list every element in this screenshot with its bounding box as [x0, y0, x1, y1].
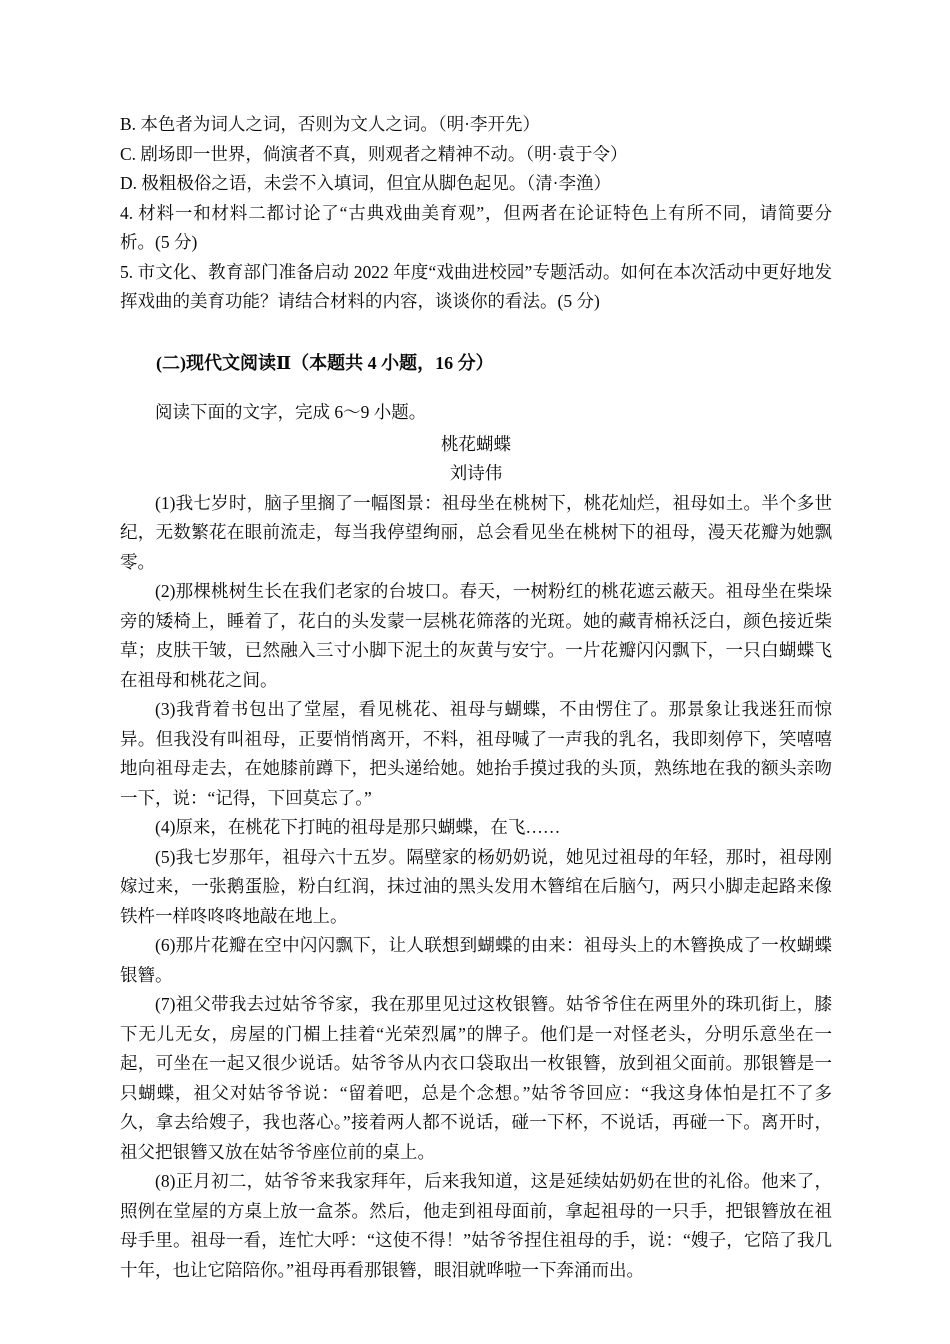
passage-author: 刘诗伟	[449, 463, 503, 483]
choice-option-c: C. 剧场即一世界，倘演者不真，则观者之精神不动。（明·袁于令）	[120, 143, 628, 164]
passage-title: 桃花蝴蝶	[441, 433, 511, 454]
choice-option-d: D. 极粗极俗之语，未尝不入填词，但宜从脚色起见。（清·李渔）	[120, 173, 611, 193]
passage-paragraph-3: (3)我背着书包出了堂屋，看见桃花、祖母与蝴蝶，不由愣住了。那景象让我迷狂而惊异。但我没有叫祖母，正要悄悄离开，不料，祖母喊了一声我的乳名，我即刻停下，笑嘻嘻地向祖母走去，在她膝前蹲下，把头递给她。她抬手摸过我的头顶，熟练地在我的额头亲吻一下，说：“记得，下回莫忘了。”	[120, 699, 832, 808]
reading-instruction: 阅读下面的文字，完成 6～9 小题。	[155, 402, 427, 422]
passage-paragraph-6: (6)那片花瓣在空中闪闪飘下，让人联想到蝴蝶的由来：祖母头上的木簪换成了一枚蝴蝶银簪。	[120, 935, 832, 985]
passage-paragraph-2: (2)那棵桃树生长在我们老家的台坡口。春天，一树粉红的桃花遮云蔽天。祖母坐在柴垛旁的矮椅上，睡着了，花白的头发蒙一层桃花筛落的光斑。她的藏青棉袄泛白，颜色接近柴草；皮肤干皱，已然融入三寸小脚下泥土的灰黄与安宁。一片花瓣闪闪飘下，一只白蝴蝶飞在祖母和桃花之间。	[120, 581, 832, 690]
choice-option-b: B. 本色者为词人之词，否则为文人之词。（明·李开先）	[120, 114, 540, 134]
section-heading: (二)现代文阅读Ⅱ（本题共 4 小题，16 分）	[156, 352, 494, 373]
passage-paragraph-4: (4)原来，在桃花下打盹的祖母是那只蝴蝶，在飞……	[155, 817, 561, 837]
question-4: 4. 材料一和材料二都讨论了“古典戏曲美育观”，但两者在论证特色上有所不同，请简要分析。(5 分)	[120, 202, 832, 252]
passage-paragraph-1: (1)我七岁时，脑子里搁了一幅图景：祖母坐在桃树下，桃花灿烂，祖母如土。半个多世纪，无数繁花在眼前流走，每当我停望绚丽，总会看见坐在桃树下的祖母，漫天花瓣为她飘零。	[120, 492, 832, 572]
questions-section	[120, 110, 832, 317]
modern-reading-section	[120, 349, 832, 1286]
question-5: 5. 市文化、教育部门准备启动 2022 年度“戏曲进校园”专题活动。如何在本次活动中更好地发挥戏曲的美育功能？请结合材料的内容，谈谈你的看法。(5 分)	[120, 261, 832, 311]
passage-paragraph-8: (8)正月初二，姑爷爷来我家拜年，后来我知道，这是延续姑奶奶在世的礼俗。他来了，照例在堂屋的方桌上放一盒茶。然后，他走到祖母面前，拿起祖母的一只手，把银簪放在祖母手里。祖母一看，连忙大呼：“这使不得！”姑爷爷捏住祖母的手，说：“嫂子，它陪了我几十年，也让它陪陪你。”祖母再看那银簪，眼泪就哗啦一下奔涌而出。	[120, 1171, 832, 1280]
passage-paragraph-5: (5)我七岁那年，祖母六十五岁。隔壁家的杨奶奶说，她见过祖母的年轻，那时，祖母刚嫁过来，一张鹅蛋脸，粉白红润，抹过油的黑头发用木簪绾在后脑勺，两只小脚走起路来像铁杵一样咚咚咚地敲在地上。	[120, 846, 832, 926]
passage-paragraph-7: (7)祖父带我去过姑爷爷家，我在那里见过这枚银簪。姑爷爷住在两里外的珠玑街上，膝下无儿无女，房屋的门楣上挂着“光荣烈属”的牌子。他们是一对怪老头，分明乐意坐在一起，可坐在一起又很少说话。姑爷爷从内衣口袋取出一枚银簪，放到祖父面前。那银簪是一只蝴蝶，祖父对姑爷爷说：“留着吧，总是个念想。”姑爷爷回应：“我这身体怕是扛不了多久，拿去给嫂子，我也落心。”接着两人都不说话，碰一下杯，不说话，再碰一下。离开时，祖父把银簪又放在姑爷爷座位前的桌上。	[120, 994, 832, 1162]
